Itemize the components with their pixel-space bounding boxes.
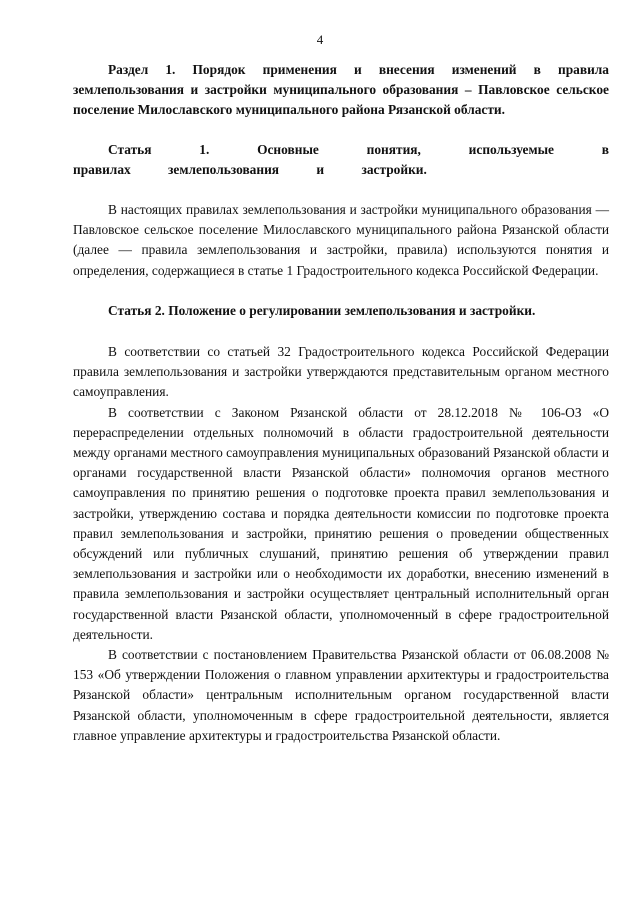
article-2-paragraph-1: В соответствии со статьей 32 Градостроительного кодекса Российской Федерации правила землепользования и застройки утверждаются представительным органом местного самоуправления.: [73, 344, 609, 400]
article-2-paragraph-3: В соответствии с постановлением Правительства Рязанской области от 06.08.2008 № 153 «Об утверждении Положения о главном управлении архитектуры и градостроительства Рязанской области» центральным исполнительным органом государственной власти Рязанской области, уполномоченным в сфере градостроительной деятельности, является главное управление архитектуры и градостроительства Рязанской области.: [73, 647, 609, 743]
article-2-heading: Статья 2. Положение о регулировании землепользования и застройки.: [108, 302, 536, 318]
section-1-heading: Раздел 1. Порядок применения и внесения изменений в правила землепользования и застройки муниципального образования – Павловское сельское поселение Милославского муниципального района Рязанской области.: [73, 62, 609, 118]
article-2-paragraph-2: В соответствии с Законом Рязанской области от 28.12.2018 № 106-ОЗ «О перераспределении отдельных полномочий в области градостроительной деятельности между органами местного самоуправления муниципальных образований Рязанской области и органами государственной власти Рязанской области» полномочия органов местного самоуправления по принятию решения о подготовке проекта правил землепользования и застройки, утверждению состава и порядка деятельности комиссии по подготовке проекта правил землепользования и застройки, принятию решения о проведении общественных обсуждений или публичных слушаний, принятию решения об утверждении правил землепользования и застройки или о необходимости их доработки, внесению изменений в правила землепользования и застройки осуществляет центральный исполнительный орган государственной власти Рязанской области, уполномоченный в сфере градостроительной деятельности.: [73, 404, 609, 642]
article-1-heading: Статья 1. Основные понятия, используемые в правилах землепользования и застройки.: [73, 141, 609, 177]
page-number: 4: [316, 32, 324, 47]
article-1-paragraph: В настоящих правилах землепользования и застройки муниципального образования — Павловское сельское поселение Милославского муниципального района Рязанской области (далее — правила землепользования и застройки, правила) используются понятия и определения, содержащиеся в статье 1 Градостроительного кодекса Российской Федерации.: [73, 202, 609, 278]
document-body: [73, 60, 609, 746]
